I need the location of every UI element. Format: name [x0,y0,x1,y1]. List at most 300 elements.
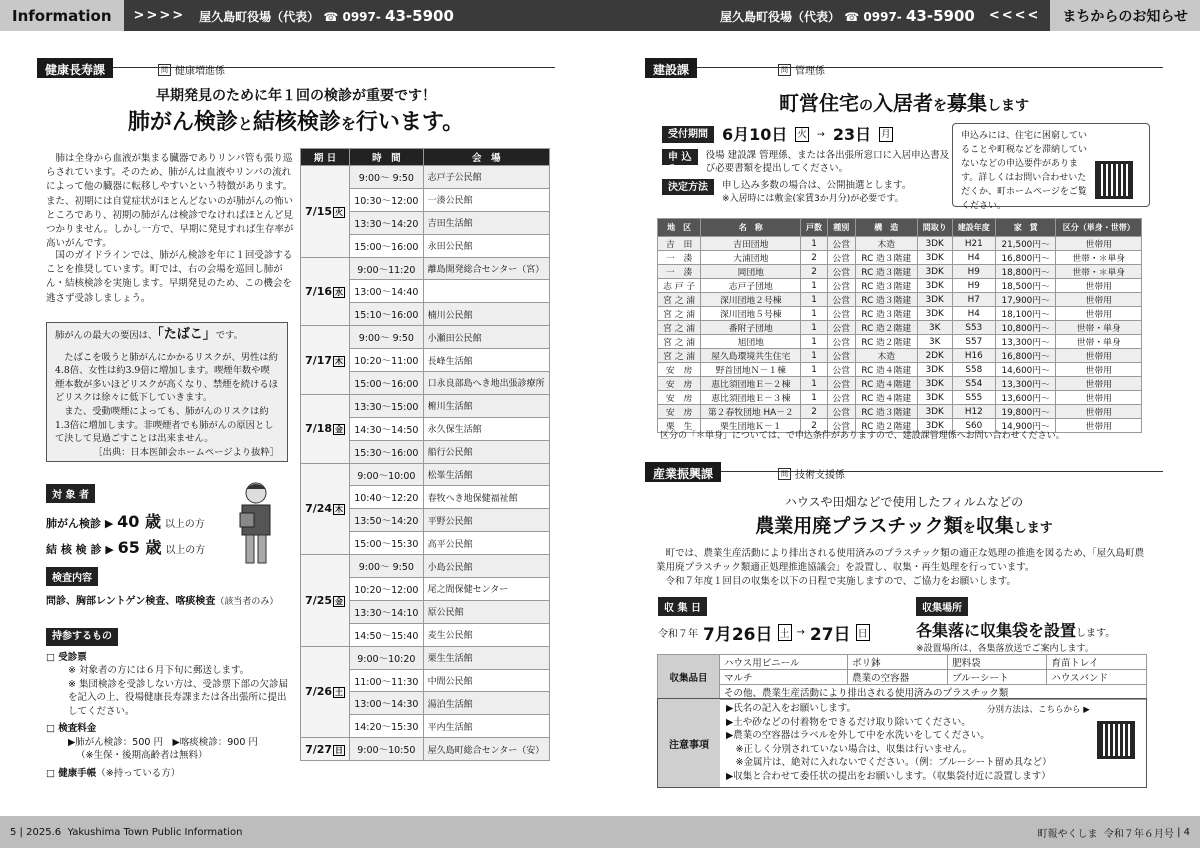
dow-value: 水 [335,287,344,297]
housing-cell: 17,900円～ [995,293,1056,307]
housing-cell: 1 [801,293,827,307]
housing-cell: 3DK [917,363,952,377]
venue-cell: 高平公民館 [423,532,549,555]
venue-cell: 春牧へき地保健福祉館 [423,486,549,509]
item-cell: 育苗トレイ [1047,655,1147,670]
dow-value: 火 [335,207,344,217]
date-value: 7/16 [305,284,333,298]
housing-cell: 世帯用 [1056,293,1142,307]
intro-paragraph-1: 肺は全身から血液が集まる臓器でありリンパ管も張り巡らされています。そのため、肺がんは血液やリンパの流れによって他の臓器に転移しやすいという特徴があります。また、初期には自覚症状がほとんどないのが肺がんの怖いところであり、初期の肺がんは検診でなければほとんど見つかりません。しかし一方で、早期に発見すれば生存率が高いがんです。 [46,153,294,250]
time-cell: 13:50～14:20 [350,509,423,532]
housing-cell: 屋久島環境共生住宅 [701,349,801,363]
housing-cell: 1 [801,335,827,349]
housing-cell: 安 房 [658,363,701,377]
table-header-cell: 構 造 [855,219,917,237]
housing-cell: 3DK [917,237,952,251]
housing-cell: 一 湊 [658,251,701,265]
housing-cell: H4 [952,307,995,321]
time-cell: 13:30～14:10 [350,600,423,623]
section-label: 問 健康増進係 [158,62,225,77]
housing-cell: 14,600円～ [995,363,1056,377]
housing-cell: H4 [952,251,995,265]
fee-note: （※生保・後期高齢者は無料） [76,750,208,761]
subtitle: 早期発見のために年１回の検診が重要です！ [156,88,436,104]
housing-cell: 18,100円～ [995,307,1056,321]
venue-cell: 長峰生活館 [423,349,549,372]
time-cell: 10:30～12:00 [350,188,423,211]
info-tag: Information [0,0,124,31]
housing-cell: RC 造３階建 [855,307,917,321]
housing-cell: 旭団地 [701,335,801,349]
page-title: 肺がん検診と結核検診を行います。 [127,110,465,135]
notes-side: 分別方法は、こちらから ▶ [987,705,1090,715]
dow-value: 金 [335,425,344,435]
bring-label: 持参するもの [46,628,118,646]
tobacco-box [46,322,288,462]
housing-cell: 公営 [827,377,855,391]
housing-cell: H9 [952,265,995,279]
item-cell: ブルーシート [948,670,1047,685]
inquiry-icon: 問 [778,64,791,76]
housing-cell: 1 [801,279,827,293]
table-row [658,279,1142,293]
table-header-cell: 建設年度 [952,219,995,237]
period-end: 23日 [832,125,872,144]
housing-cell: 公営 [827,251,855,265]
housing-cell: 3DK [917,293,952,307]
time-cell: 9:00～10:00 [350,463,423,486]
date-cell [301,555,350,647]
housing-cell: 3DK [917,419,952,433]
housing-cell: 2 [801,419,827,433]
table-row [301,394,550,417]
housing-note: 区分の「＊単身」については、で申込条件がありますので、建設課管理係へお問い合わせください。 [660,431,1065,441]
venue-cell: 屋久島町総合センター（安） [423,738,549,761]
table-row [301,646,550,669]
items-table [657,654,1147,700]
housing-cell: 世帯用 [1056,363,1142,377]
apply-text: 役場 建設課 管理係、または各出張所窓口に入居申込書及び必要書類を提出してください。 [705,150,950,174]
time-cell: 10:40～12:20 [350,486,423,509]
housing-cell: 13,600円～ [995,391,1056,405]
table-header-cell: 家 賃 [995,219,1056,237]
table-header-cell: 戸数 [801,219,827,237]
time-cell: 13:30～15:00 [350,394,423,417]
housing-cell: S55 [952,391,995,405]
housing-cell: 3DK [917,265,952,279]
note-item: ※金属片は、絶対に入れないでください。（例：ブルーシート留め具など） [726,757,1052,768]
apply-label: 申 込 先 [662,149,698,165]
bring-note-2: ※ 集団検診を受診しない方は、受診票下部の欠診届を記入の上、役場健康長寿課または各出張所に提出してください。 [68,678,288,717]
time-cell: 9:00～11:20 [350,257,423,280]
housing-cell: 野首団地Ｎ－１棟 [701,363,801,377]
table-row [301,555,550,578]
venue-cell: 松峯生活館 [423,463,549,486]
housing-cell: RC 造３階建 [855,279,917,293]
housing-cell: H12 [952,405,995,419]
table-header-cell: 会 場 [423,149,549,166]
table-row [658,335,1142,349]
table-row [658,405,1142,419]
section-label: 問 管理係 [778,62,825,77]
time-cell: 15:00～15:30 [350,532,423,555]
housing-cell: S60 [952,419,995,433]
dow-value: 木 [335,356,344,366]
housing-cell: 2DK [917,349,952,363]
tobacco-heading: 肺がんの最大の要因は、「たばこ」です。 [55,327,243,342]
housing-cell: 18,800円～ [995,265,1056,279]
housing-cell: 公営 [827,237,855,251]
footer-right: 町報やくしま 令和７年６月号 | 4 [600,816,1200,848]
housing-cell: 18,500円～ [995,279,1056,293]
housing-cell: 吉 田 [658,237,701,251]
housing-cell: 3DK [917,279,952,293]
housing-cell: 公営 [827,321,855,335]
housing-cell: 志戸子団地 [701,279,801,293]
housing-cell: 公営 [827,293,855,307]
header-arrows-right: <<<< [988,8,1041,23]
housing-cell: 岡団地 [701,265,801,279]
tobacco-paragraph-2: また、受動喫煙によっても、肺がんのリスクは約1.3倍に増加します。非喫煙者でも肺がんの原因として決して見過ごすことは出来ません。 [55,405,274,445]
time-cell: 9:00～10:20 [350,646,423,669]
table-header-cell: 地 区 [658,219,701,237]
housing-cell: 深川団地５号棟 [701,307,801,321]
housing-cell: 安 房 [658,377,701,391]
dept-label: 建設課 [645,58,697,78]
housing-cell: H9 [952,279,995,293]
time-cell: 15:00～16:00 [350,234,423,257]
item-cell: ハウスバンド [1047,670,1147,685]
housing-cell: 16,800円～ [995,349,1056,363]
info-box-text: 申込みには、住宅に困窮していることや町税などを滞納していないなどの申込要件があります。詳しくはお問い合わせいただくか、町ホームページをご覧ください。 [961,131,1088,211]
housing-cell: 一 湊 [658,265,701,279]
schedule-table [300,148,550,761]
table-row [301,738,550,761]
housing-cell: RC 造３階建 [855,265,917,279]
housing-cell: 3DK [917,307,952,321]
time-cell: 9:00～10:50 [350,738,423,761]
date-cell [301,738,350,761]
housing-cell: 1 [801,377,827,391]
housing-cell: 宮 之 浦 [658,349,701,363]
housing-cell: 世帯用 [1056,405,1142,419]
housing-cell: RC 造４階建 [855,391,917,405]
header-right-bar [600,0,1050,31]
header-right [600,0,1200,31]
table-row [658,293,1142,307]
housing-cell: 世帯・＊単身 [1056,251,1142,265]
time-cell: 10:20～12:00 [350,578,423,601]
housing-cell: RC 造３階建 [855,251,917,265]
housing-cell: RC 造３階建 [855,293,917,307]
table-row [658,655,1147,670]
housing-cell: 世帯・単身 [1056,335,1142,349]
date-label: 収 集 日 [658,597,707,616]
housing-cell: 19,800円～ [995,405,1056,419]
housing-cell: S53 [952,321,995,335]
table-header [301,149,550,166]
target-row-1: 肺がん検診 ▶ 40 歳 以上の方 [46,512,205,531]
content-label: 検査内容 [46,567,98,586]
dept2-label: 産業振興課 [645,462,721,482]
venue-cell: 永田公民館 [423,234,549,257]
table-row [658,391,1142,405]
housing-cell: 栗 生 [658,419,701,433]
item-cell: 農業の空容器 [848,670,948,685]
housing-cell: 宮 之 浦 [658,321,701,335]
time-cell: 9:00～ 9:50 [350,166,423,189]
housing-cell: H7 [952,293,995,307]
date-value: 7/24 [305,502,333,516]
housing-cell: 公営 [827,349,855,363]
date-value: 7/15 [305,204,333,218]
time-cell: 15:00～16:00 [350,372,423,395]
time-cell: 14:30～14:50 [350,417,423,440]
bring-item-2: □ 検査料金 [46,723,97,734]
intro-paragraph-2: 国のガイドラインでは、肺がん検診を年に１回受診することを推奨しています。町では、右の会場を巡回し肺がん・結核検診を実施します。早期発見のため、この機会を逃さず受診しましょう。 [46,250,293,304]
housing-cell: 公営 [827,335,855,349]
venue-cell: 椨川生活館 [423,394,549,417]
dept-label: 健康長寿課 [37,58,113,78]
content-section [46,567,296,607]
housing-table [657,218,1142,433]
housing-cell: 3DK [917,251,952,265]
date-cell [301,166,350,258]
table-row [658,251,1142,265]
item-cell: ポリ鉢 [848,655,948,670]
divider [37,67,555,68]
time-cell: 13:00～14:40 [350,280,423,303]
housing-cell: 恵比須団地Ｅ－３棟 [701,391,801,405]
table-header-cell: 間取り [917,219,952,237]
housing-cell: 1 [801,321,827,335]
venue-cell: 小瀬田公民館 [423,326,549,349]
sub2: ハウスや田畑などで使用したフィルムなどの [784,495,1024,509]
venue-cell: 原公民館 [423,600,549,623]
housing-cell: 3K [917,335,952,349]
item-cell: 肥料袋 [948,655,1047,670]
table-header-cell: 時 間 [350,149,423,166]
collection-date: 収 集 日 令和７年 7月26日 土 → 27日 日 [658,597,870,645]
table-row [658,321,1142,335]
table-row [301,326,550,349]
venue-cell: 湯泊生活館 [423,692,549,715]
housing-cell: 木造 [855,237,917,251]
date-cell [301,463,350,555]
housing-cell: RC 造４階建 [855,377,917,391]
qr-code[interactable] [1095,161,1133,199]
housing-cell: 公営 [827,419,855,433]
divider [645,471,1163,472]
right-page [600,31,1200,816]
note-item: ▶氏名の記入をお願いします。 [726,703,857,714]
venue-cell: 平野公民館 [423,509,549,532]
housing-cell: RC 造３階建 [855,405,917,419]
housing-cell: 公営 [827,405,855,419]
section2-label: 問 技術支援係 [778,466,845,481]
date-value: 7/17 [305,353,333,367]
date-cell [301,257,350,326]
header-arrows: >>>> [133,8,186,23]
notes-label: 注意事項 [658,699,720,787]
housing-cell: 公営 [827,363,855,377]
time-cell: 9:00～ 9:50 [350,326,423,349]
table-row [301,166,550,189]
housing-cell: 世帯用 [1056,307,1142,321]
housing-cell: 世帯・単身 [1056,321,1142,335]
note-item: ▶土や砂などの付着物をできるだけ取り除いてください。 [726,716,971,728]
inquiry-icon: 問 [158,64,171,76]
housing-cell: 3DK [917,391,952,405]
place-label: 収集場所 [916,597,968,616]
header-office: 屋久島町役場（代表） ☎ 0997- 43-5900 [199,6,454,25]
housing-cell: RC 造２階建 [855,335,917,349]
housing-cell: 安 房 [658,391,701,405]
housing-cell: 1 [801,307,827,321]
date-value: 7/18 [305,422,333,436]
housing-cell: 世帯用 [1056,391,1142,405]
table-row [301,257,550,280]
housing-cell: 世帯用 [1056,419,1142,433]
target-row-2: 結 核 検 診 ▶ 65 歳 以上の方 [46,538,206,557]
housing-cell: 公営 [827,279,855,293]
housing-cell: 2 [801,265,827,279]
housing-cell: 1 [801,363,827,377]
housing-cell: 第２春牧団地 HA－２ [701,405,801,419]
table-row [301,463,550,486]
housing-cell: RC 造４階建 [855,363,917,377]
housing-cell: S58 [952,363,995,377]
date-cell [301,394,350,463]
table-row [658,377,1142,391]
housing-cell: 1 [801,391,827,405]
housing-cell: 10,800円～ [995,321,1056,335]
date-cell [301,646,350,738]
housing-cell: H16 [952,349,995,363]
bring-note-1: ※ 対象者の方には６月下旬に郵送します。 [68,665,250,676]
dow-value: 金 [335,596,344,606]
collection-place: 収集場所 各集落に収集袋を設置します。 ※設置場所は、各集落放送でご案内します。 [916,597,1115,654]
table-row [658,265,1142,279]
dow-value: 日 [335,745,344,755]
qr-code-2[interactable] [1097,721,1135,759]
housing-cell: 14,900円～ [995,419,1056,433]
header-office-right: 屋久島町役場（代表） ☎ 0997- 43-5900 [720,6,975,25]
plastic-title: 農業用廃プラスチック類を収集します [755,515,1053,537]
housing-cell: 世帯用 [1056,279,1142,293]
target-section [46,484,205,558]
tobacco-paragraph-1: たばこを吸うと肺がんにかかるリスクが、男性は約4.8倍、女性は約3.9倍に増加します。喫煙年数や喫煙本数が多いほどリスクが高くなり、禁煙を続けるほどリスクは徐々に低下していきます。 [55,351,278,404]
venue-cell: 麦生公民館 [423,623,549,646]
housing-cell: 番附子団地 [701,321,801,335]
time-cell: 9:00～ 9:50 [350,555,423,578]
target-label: 対 象 者 [46,484,95,503]
date-value: 7/25 [305,593,333,607]
note-item: ※正しく分別されていない場合は、収集は行いません。 [726,743,973,755]
housing-cell: 栗生団地Ｋ－１ [701,419,801,433]
housing-cell: 13,300円～ [995,335,1056,349]
date-value: 7/26 [305,685,333,699]
housing-cell: 3DK [917,405,952,419]
housing-cell: 宮 之 浦 [658,293,701,307]
housing-cell: 1 [801,349,827,363]
housing-cell: 3K [917,321,952,335]
venue-cell: 栗生生活館 [423,646,549,669]
housing-cell: 1 [801,237,827,251]
time-cell: 13:00～14:30 [350,692,423,715]
table-row [658,237,1142,251]
venue-cell: 一湊公民館 [423,188,549,211]
housing-cell: 吉田団地 [701,237,801,251]
note-item: ▶収集と合わせて委任状の提出をお願いします。（収集袋付近に設置します） [726,770,1051,782]
fee-line: ▶肺がん検診：500 円 ▶喀痰検診：900 円 [68,736,258,748]
housing-cell: 2 [801,251,827,265]
inquiry-icon: 問 [778,468,791,480]
date-value: 7/27 [305,742,333,756]
time-cell: 13:30～14:20 [350,211,423,234]
date-cell [301,326,350,395]
housing-cell: 木造 [855,349,917,363]
header-left-bar [124,0,600,31]
page-section-title: まちからのお知らせ [1050,0,1200,31]
table-header-cell: 名 称 [701,219,801,237]
venue-cell: 小島公民館 [423,555,549,578]
table-header-cell: 区分（単身・世帯） [1056,219,1142,237]
time-cell: 14:50～15:40 [350,623,423,646]
time-cell: 15:30～16:00 [350,440,423,463]
method-label: 決定方法 [662,179,714,195]
item-cell: マルチ [720,670,848,685]
venue-cell: 平内生活館 [423,715,549,738]
venue-cell: 尾之間保健センター [423,578,549,601]
period-label: 受付期間 [662,126,714,143]
time-cell: 15:10～16:00 [350,303,423,326]
venue-cell: 吉田生活館 [423,211,549,234]
housing-cell: 安 房 [658,405,701,419]
header-left [0,0,600,31]
housing-cell: 16,800円～ [995,251,1056,265]
housing-cell: 大浦団地 [701,251,801,265]
dow-value: 土 [335,688,344,698]
table-row [658,670,1147,685]
housing-title: 町営住宅の入居者を募集します [779,91,1029,115]
bring-section [46,628,294,780]
table-header-cell: 期 日 [301,149,350,166]
housing-cell: 世帯用 [1056,237,1142,251]
venue-cell: 永久保生活館 [423,417,549,440]
bring-item-1: □ 受診票 [46,651,87,663]
housing-cell: 21,500円～ [995,237,1056,251]
person-illustration [234,479,278,565]
item-cell: ハウス用ビニール [720,655,848,670]
venue-cell: 離島開発総合センター（宮） [423,257,549,280]
housing-cell: 宮 之 浦 [658,307,701,321]
housing-cell: 世帯用 [1056,349,1142,363]
housing-cell: 世帯用 [1056,377,1142,391]
housing-cell: 公営 [827,307,855,321]
time-cell: 14:20～15:30 [350,715,423,738]
period-start: 6月10日 [722,125,788,144]
dow-value: 木 [335,505,344,515]
table-row [658,349,1142,363]
table-header [658,219,1142,237]
housing-cell: RC 造２階建 [855,321,917,335]
venue-cell: 船行公民館 [423,440,549,463]
time-cell: 10:20～11:00 [350,349,423,372]
plastic-intro-2: 令和７年度１回目の収集を以下の日程で実施しますので、ご協力をお願いします。 [665,576,1017,587]
table-row [658,307,1142,321]
housing-cell: 2 [801,405,827,419]
